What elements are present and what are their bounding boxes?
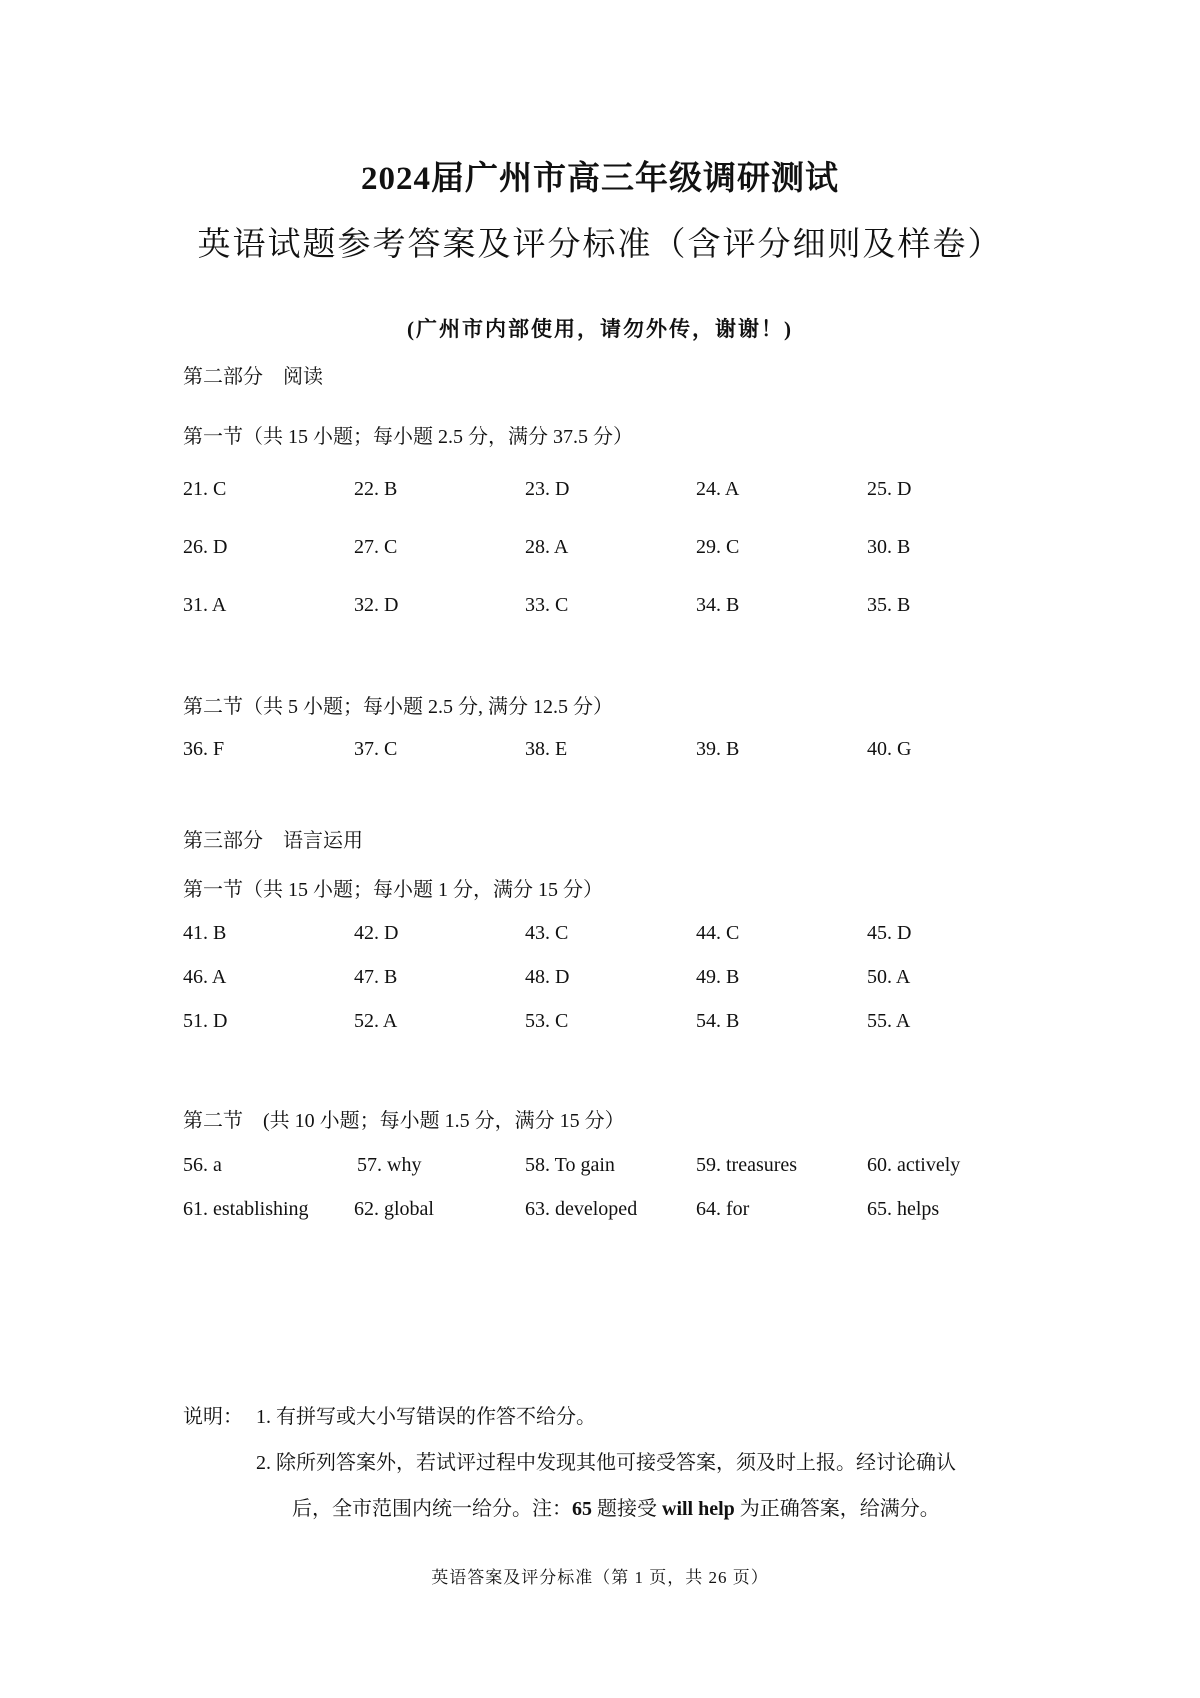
answer-item: 65. helps bbox=[867, 1198, 940, 1220]
remark-text: 为正确答案，给满分。 bbox=[734, 1498, 940, 1520]
answer-item: 54. B bbox=[696, 1010, 740, 1032]
answer-item: 22. B bbox=[354, 478, 398, 500]
remarks-label: 说明： bbox=[183, 1406, 243, 1428]
answer-item: 46. A bbox=[183, 966, 227, 988]
document-subtitle: 英语试题参考答案及评分标准（含评分细则及样卷） bbox=[197, 227, 1003, 263]
answer-item: 33. C bbox=[525, 594, 569, 616]
answer-item: 60. actively bbox=[867, 1154, 961, 1176]
document-title: 2024届广州市高三年级调研测试 bbox=[361, 161, 839, 197]
answer-item: 26. D bbox=[183, 536, 228, 558]
answer-item: 24. A bbox=[696, 478, 740, 500]
part3-heading: 第三部分 语言运用 bbox=[183, 830, 363, 852]
answer-row bbox=[183, 478, 1083, 508]
answer-item: 45. D bbox=[867, 922, 912, 944]
remark-accepted-answer: will help bbox=[662, 1498, 735, 1520]
answer-item: 43. C bbox=[525, 922, 569, 944]
part2-heading: 第二部分 阅读 bbox=[183, 366, 323, 388]
answer-row bbox=[183, 536, 1083, 566]
answer-item: 35. B bbox=[867, 594, 911, 616]
answer-item: 58. To gain bbox=[525, 1154, 615, 1176]
answer-row bbox=[183, 594, 1083, 624]
answer-item: 39. B bbox=[696, 738, 740, 760]
answer-item: 52. A bbox=[354, 1010, 398, 1032]
answer-item: 28. A bbox=[525, 536, 569, 558]
answer-item: 34. B bbox=[696, 594, 740, 616]
answer-item: 40. G bbox=[867, 738, 912, 760]
answer-item: 48. D bbox=[525, 966, 570, 988]
answer-item: 23. D bbox=[525, 478, 570, 500]
answer-row bbox=[183, 1010, 1083, 1040]
answer-row bbox=[183, 1154, 1083, 1184]
answer-item: 49. B bbox=[696, 966, 740, 988]
answer-row bbox=[183, 738, 1083, 768]
answer-item: 62. global bbox=[354, 1198, 434, 1220]
part3-section1-heading: 第一节（共 15 小题；每小题 1 分，满分 15 分） bbox=[183, 879, 603, 901]
remark-text: 题接受 bbox=[592, 1498, 662, 1520]
answer-item: 50. A bbox=[867, 966, 911, 988]
answer-item: 30. B bbox=[867, 536, 911, 558]
answer-item: 44. C bbox=[696, 922, 740, 944]
page-footer: 英语答案及评分标准（第 1 页，共 26 页） bbox=[431, 1568, 769, 1587]
answer-item: 21. C bbox=[183, 478, 227, 500]
answer-item: 57. why bbox=[357, 1154, 422, 1176]
remark-text: 后，全市范围内统一给分。注： bbox=[292, 1498, 572, 1520]
remark-question-number: 65 bbox=[572, 1498, 592, 1520]
answer-item: 63. developed bbox=[525, 1198, 638, 1220]
remark-item-2-continued bbox=[292, 1492, 940, 1521]
remark-item-1: 1. 有拼写或大小写错误的作答不给分。 bbox=[256, 1406, 596, 1428]
answer-item: 31. A bbox=[183, 594, 227, 616]
answer-item: 56. a bbox=[183, 1154, 222, 1176]
answer-item: 37. C bbox=[354, 738, 398, 760]
part2-section2-heading: 第二节（共 5 小题；每小题 2.5 分, 满分 12.5 分） bbox=[183, 696, 613, 718]
answer-item: 25. D bbox=[867, 478, 912, 500]
part2-section1-heading: 第一节（共 15 小题；每小题 2.5 分，满分 37.5 分） bbox=[183, 426, 633, 448]
answer-item: 29. C bbox=[696, 536, 740, 558]
answer-item: 42. D bbox=[354, 922, 399, 944]
part3-section2-heading: 第二节 (共 10 小题；每小题 1.5 分，满分 15 分） bbox=[183, 1110, 625, 1132]
answer-item: 36. F bbox=[183, 738, 225, 760]
answer-item: 47. B bbox=[354, 966, 398, 988]
answer-item: 41. B bbox=[183, 922, 227, 944]
answer-item: 27. C bbox=[354, 536, 398, 558]
remark-item-2: 2. 除所列答案外，若试评过程中发现其他可接受答案，须及时上报。经讨论确认 bbox=[256, 1452, 956, 1474]
answer-item: 38. E bbox=[525, 738, 568, 760]
answer-item: 51. D bbox=[183, 1010, 228, 1032]
answer-item: 53. C bbox=[525, 1010, 569, 1032]
answer-row bbox=[183, 966, 1083, 996]
answer-item: 64. for bbox=[696, 1198, 750, 1220]
internal-use-note: (广州市内部使用，请勿外传，谢谢！) bbox=[407, 317, 793, 341]
answer-item: 32. D bbox=[354, 594, 399, 616]
answer-row bbox=[183, 1198, 1083, 1228]
answer-item: 55. A bbox=[867, 1010, 911, 1032]
answer-row bbox=[183, 922, 1083, 952]
answer-item: 61. establishing bbox=[183, 1198, 309, 1220]
answer-item: 59. treasures bbox=[696, 1154, 798, 1176]
